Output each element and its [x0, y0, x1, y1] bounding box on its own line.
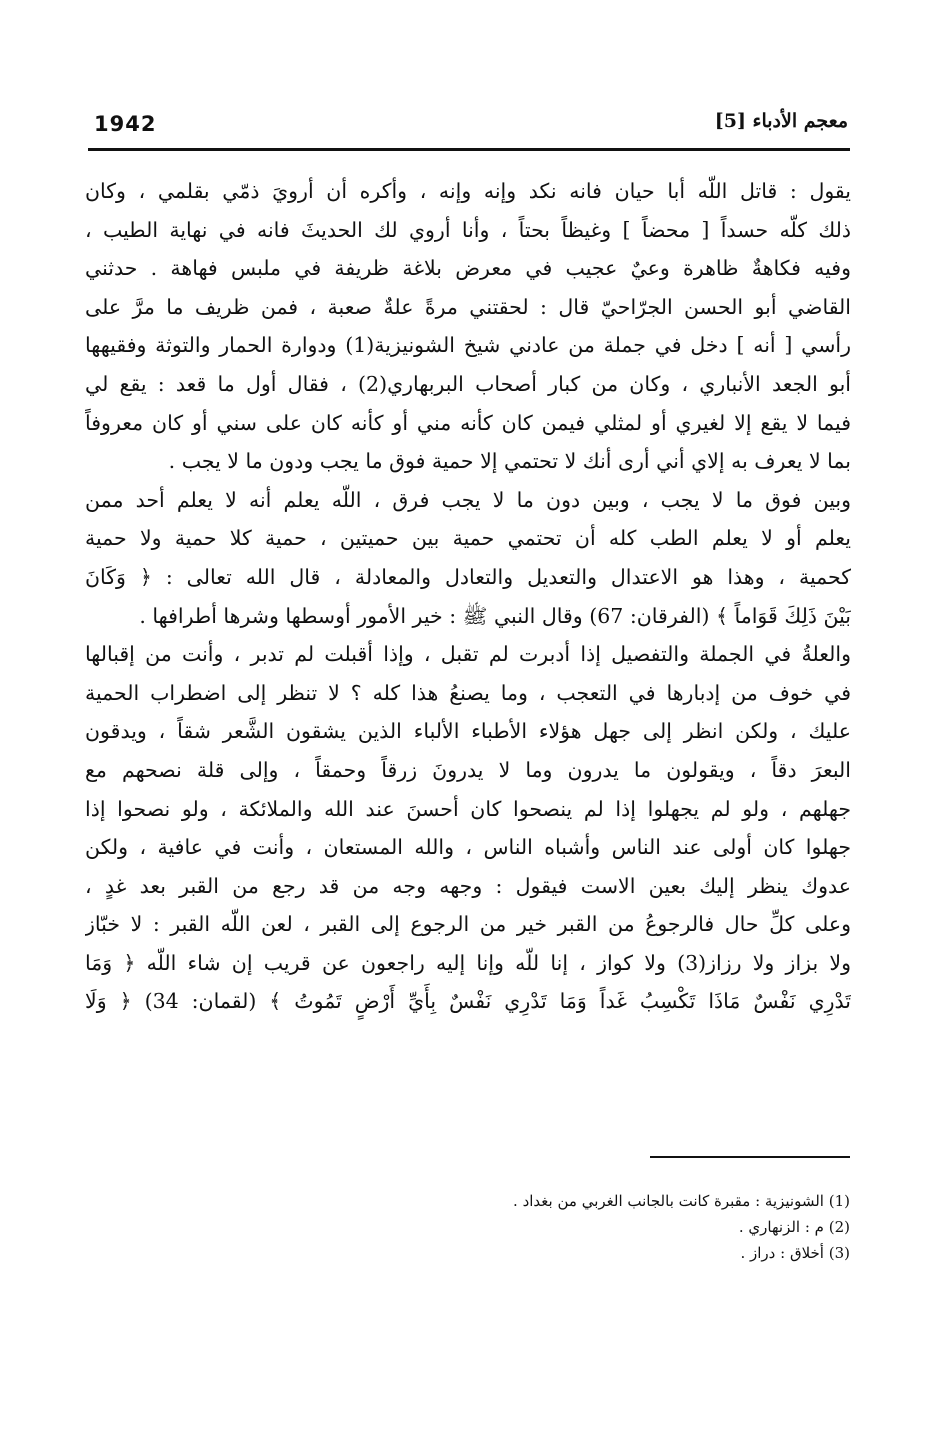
footnote: (1) الشونيزية : مقبرة كانت بالجانب الغربي من بغداد .: [513, 1192, 850, 1210]
body-line: يعلم أو لا يعلم الطب كله أن تحتمي حمية بين حميتين ، حمية كلا حمية ولا حمية: [85, 526, 851, 551]
page-header: [88, 108, 850, 144]
body-line: القاضي أبو الحسن الجرّاحيّ قال : لحقتني مرةً علةٌ صعبة ، فمن ظريف ما مرَّ على: [85, 294, 851, 319]
body-line: تَدْرِي نَفْسٌ مَاذَا تَكْسِبُ غَداً وَمَا تَدْرِي نَفْسٌ بِأَيِّ أَرْضٍ تَمُوتُ ﴾ (لقمان: 34) ﴿ وَلَا: [85, 989, 851, 1014]
body-line: جهلوا كان أولى عند الناس وأشباه الناس ، والله المستعان ، وأنت في عافية ، ولكن: [85, 835, 851, 860]
body-line: ذلك كلّه حسداً [ محضاً ] وغيظاً بحتاً ، وأنا أروي لك الحديثَ فانه في نهاية الطيب ،: [85, 217, 851, 242]
footnote: (3) أخلاق : دراز .: [740, 1244, 850, 1262]
body-line: جهلهم ، ولو لم يجهلوا إذا لم ينصحوا كان أحسنَ عند الله والملائكة ، ولو نصحوا إذا: [85, 796, 851, 821]
body-line: والعلةُ في الجملة والتفصيل إذا أدبرت لم تقبل ، وإذا أقبلت لم تدبر ، وأنت من إقبالها: [85, 642, 851, 667]
footnote-rule: [650, 1156, 850, 1158]
body-line: عليك ، ولكن انظر إلى جهل هؤلاء الأطباء الألباء الذين يشقون الشَّعر شقاً ، ويدقون: [85, 719, 851, 744]
body-line: البعرَ دقاً ، ويقولون ما يدرون وما لا يدرونَ زرقاً وحمقاً ، وإلى قلة نصحهم مع: [85, 757, 851, 782]
body-line: في خوف من إدبارها في التعجب ، وما يصنعُ هذا كله ؟ لا تنظر إلى اضطراب الحمية: [85, 680, 851, 705]
body-line: وعلى كلِّ حال فالرجوعُ من القبر خير من الرجوع إلى القبر ، لعن اللّه القبر : لا خبّاز: [85, 912, 851, 937]
running-title: معجم الأدباء [5]: [714, 110, 848, 132]
body-line: بَيْنَ ذَلِكَ قَوَاماً ﴾ (الفرقان: 67) وقال النبي ﷺ : خير الأمور أوسطها وشرها أطرافها .: [139, 603, 851, 628]
footnotes: [420, 1188, 850, 1266]
body-line: أبو الجعد الأنباري ، وكان من كبار أصحاب البربهاري(2) ، فقال أول ما قعد : يقع لي: [85, 371, 851, 396]
body-text: [85, 172, 851, 1021]
body-line: عدوك ينظر إليك بعين الاست فيقول : وجهه وجه من قد رجع من القبر بعد غدٍ ،: [85, 873, 851, 898]
header-rule: [88, 148, 850, 151]
body-line: يقول : قاتل اللّه أبا حيان فانه نكد وإنه وإنه ، وأكره أن أرويَ ذمّي بقلمي ، وكان: [85, 179, 851, 203]
body-line: وبين فوق ما لا يجب ، وبين دون ما لا يجب فرق ، اللّه يعلم أنه لا يعلم أحد ممن: [85, 487, 851, 512]
footnote: (2) م : الزنهاري .: [738, 1218, 850, 1236]
page-number: 1942: [94, 112, 157, 136]
body-line: وفيه فكاهةٌ ظاهرة وعيٌ عجيب في معرض بلاغة ظريفة في ملبس فهاهة . حدثني: [85, 256, 851, 281]
body-line: رأسي [ أنه ] دخل في جملة من عادني شيخ الشونيزية(1) ودوارة الحمار والتوثة وفقيهها: [85, 333, 851, 358]
body-line: بما لا يعرف به إلاي أني أرى أنك لا تحتمي إلا حمية فوق ما يجب ودون ما لا يجب .: [168, 449, 851, 474]
body-line: فيما لا يقع إلا لغيري أو لمثلي فيمن كان كأنه مني أو كأنه كان على سني أو كان معروفاً: [85, 410, 851, 435]
body-line: كحمية ، وهذا هو الاعتدال والتعديل والتعادل والمعادلة ، قال الله تعالى : ﴿ وَكَانَ: [85, 564, 851, 589]
body-line: ولا بزاز ولا رزاز(3) ولا كواز ، إنا للّه وإنا إليه راجعون عن قريب إن شاء اللّه ﴿ وَمَا: [85, 950, 851, 975]
